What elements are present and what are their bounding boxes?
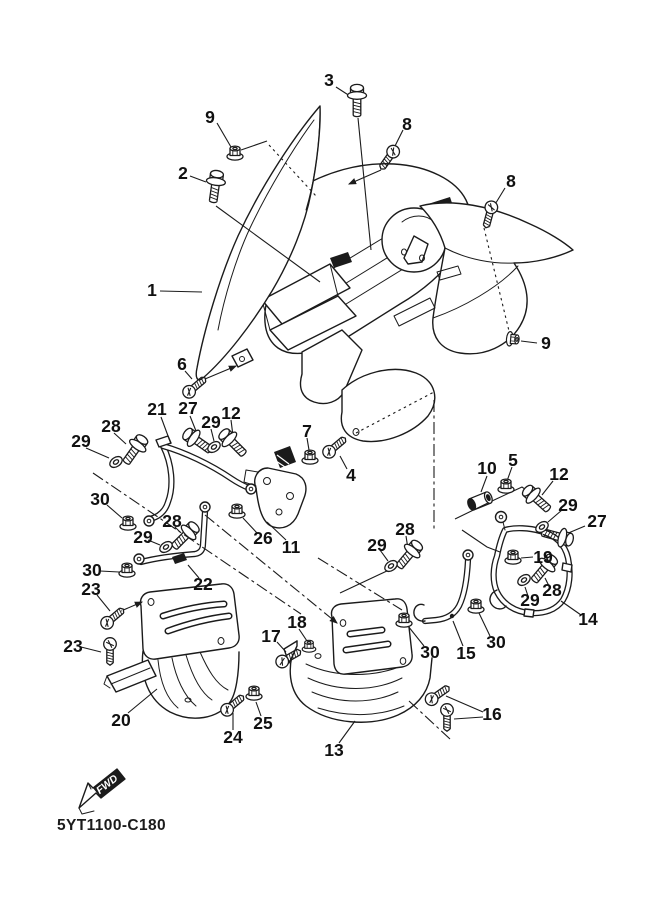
flange-nut-icon <box>506 331 520 346</box>
callout-label-4: 4 <box>346 465 356 485</box>
callout-label-8: 8 <box>506 171 516 191</box>
callout-label-18: 18 <box>287 612 307 632</box>
flange-bolt-icon <box>204 169 227 204</box>
callout-label-30: 30 <box>82 560 102 580</box>
flange-nut-icon <box>227 146 243 160</box>
washer-icon <box>158 539 174 554</box>
callout-label-2: 2 <box>178 163 188 183</box>
callout-label-29: 29 <box>133 527 153 547</box>
callout-label-14: 14 <box>578 609 598 629</box>
flange-bolt-icon <box>348 84 367 116</box>
callout-label-24: 24 <box>223 727 243 747</box>
pan-screw-icon <box>104 638 117 666</box>
leader-line <box>462 530 500 552</box>
callout-label-22: 22 <box>193 574 213 594</box>
washer-icon <box>516 572 532 587</box>
callout-label-3: 3 <box>324 70 334 90</box>
rear-fender-part <box>196 106 573 441</box>
callout-label-29: 29 <box>71 431 91 451</box>
flange-nut-icon <box>246 686 262 700</box>
callout-label-5: 5 <box>508 450 518 470</box>
callout-label-29: 29 <box>558 495 578 515</box>
callout-label-30: 30 <box>486 632 506 652</box>
callout-label-28: 28 <box>162 511 182 531</box>
callout-label-28: 28 <box>101 416 121 436</box>
callout-label-8: 8 <box>402 114 412 134</box>
callout-label-29: 29 <box>367 535 387 555</box>
fwd-arrow-label: FWD <box>94 772 121 797</box>
collar-bushing-icon <box>466 491 493 511</box>
left-footrest-guard-part <box>104 584 239 718</box>
leader-line <box>454 717 483 719</box>
callout-label-23: 23 <box>63 636 83 656</box>
flange-nut-icon <box>302 640 316 652</box>
callout-label-28: 28 <box>395 519 415 539</box>
leader-line <box>481 476 487 492</box>
callout-label-27: 27 <box>178 398 198 418</box>
washer-icon <box>108 454 124 469</box>
callout-label-15: 15 <box>456 643 476 663</box>
callout-label-30: 30 <box>90 489 110 509</box>
callout-label-17: 17 <box>261 626 281 646</box>
leader-line <box>241 141 267 150</box>
leader-line <box>190 176 206 182</box>
pan-screw-icon <box>180 373 209 400</box>
leader-line <box>160 291 202 292</box>
callout-label-16: 16 <box>482 704 502 724</box>
fwd-arrow <box>79 769 125 814</box>
callout-label-25: 25 <box>253 713 273 733</box>
leader-line <box>340 570 389 593</box>
callout-label-9: 9 <box>205 107 215 127</box>
leader-line <box>81 647 101 652</box>
pan-screw-icon <box>320 433 349 460</box>
pan-screw-icon <box>441 704 454 732</box>
flange-nut-icon <box>498 479 514 493</box>
flange-nut-icon <box>302 450 318 464</box>
right-front-bar-part <box>414 550 473 621</box>
leader-line <box>128 689 157 713</box>
callout-label-12: 12 <box>549 464 569 484</box>
flange-bolt-icon <box>391 536 426 573</box>
callout-label-30: 30 <box>420 642 440 662</box>
callout-label-6: 6 <box>177 354 187 374</box>
leader-line <box>100 571 119 572</box>
flange-bolt-icon <box>519 481 556 517</box>
callout-label-1: 1 <box>147 280 157 300</box>
callout-label-21: 21 <box>147 399 167 419</box>
callout-label-26: 26 <box>253 528 273 548</box>
callout-label-28: 28 <box>542 580 562 600</box>
leader-line <box>521 341 537 343</box>
leader-line <box>121 602 142 611</box>
callout-label-11: 11 <box>281 537 301 557</box>
part-code-label: 5YT1100-C180 <box>57 817 167 834</box>
callout-label-9: 9 <box>541 333 551 353</box>
leader-line <box>521 557 533 558</box>
callout-label-23: 23 <box>81 579 101 599</box>
flange-nut-icon <box>119 563 135 577</box>
callout-label-20: 20 <box>111 710 131 730</box>
callout-label-27: 27 <box>587 511 607 531</box>
callout-label-29: 29 <box>520 590 540 610</box>
flange-bolt-icon <box>118 431 152 468</box>
callout-label-7: 7 <box>302 421 312 441</box>
callout-label-13: 13 <box>324 740 344 760</box>
flange-nut-icon <box>229 504 245 518</box>
pan-screw-icon <box>98 604 127 631</box>
callout-label-29: 29 <box>201 412 221 432</box>
callout-label-12: 12 <box>221 403 241 423</box>
callout-label-19: 19 <box>533 547 553 567</box>
flange-nut-icon <box>468 599 484 613</box>
leader-line <box>217 123 231 147</box>
flange-nut-icon <box>505 550 521 564</box>
flange-nut-icon <box>396 613 412 627</box>
callout-label-10: 10 <box>477 458 497 478</box>
